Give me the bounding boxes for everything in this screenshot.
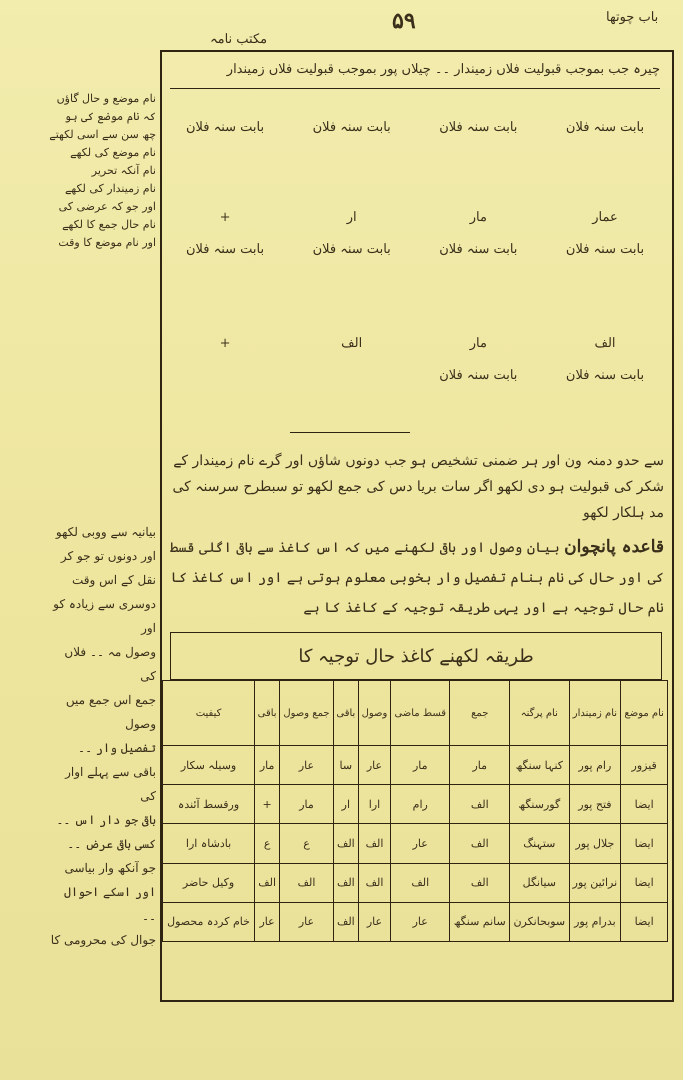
ledger-cell: بابت سنہ فلان [185,242,265,257]
margin-note-line: نام حال جمع کا لکھے [62,218,156,231]
ledger-cell: ار [346,210,357,225]
table-cell: مار [255,746,280,785]
column-header: نام زمیندار [569,681,621,746]
table-cell: عار [280,902,334,941]
ledger-row [170,242,660,257]
column-header: جمع وصول [280,681,334,746]
margin-note-line: باقی جو دار اس ۔۔ [56,813,156,827]
margin-notes [48,90,156,252]
ledger-cell: مار [469,336,487,351]
ledger-row [170,120,660,135]
margin-note-line: دوسری سے زیادہ کو اور [53,597,156,635]
ledger-cell: بابت سنہ فلان [312,242,391,257]
table-cell: الف [333,824,358,863]
header-left: مکتب نامہ [210,32,268,47]
table-row [163,785,668,824]
table-cell: ورقسط آئندہ [163,785,255,824]
table-cell: گورسنگھ [510,785,569,824]
table-cell: ار [333,785,358,824]
ledger-cell: مار [469,210,487,225]
table-cell: وکیل حاضر [163,863,255,902]
ledger-cell: بابت سنہ فلان [439,242,518,257]
table-row [163,824,668,863]
margin-note-line: اور جو کہ عرضی کی [58,200,156,213]
column-header: جمع [450,681,510,746]
margin-note-line: وصول مہ ۔۔ فلاں کی [64,645,156,683]
margin-note-line: جو آنکھ وار بیاسی [64,861,156,875]
margin-note-line: نقل کے اس وقت [72,573,156,587]
margin-note-line: نام موضع و حال گاؤں [56,92,156,105]
table-cell: نرائین پور [569,863,621,902]
table-cell: مار [450,746,510,785]
ledger-cell: بابت سنہ فلان [565,120,645,135]
header-right: باب چوتھا [606,10,659,25]
table-cell: الف [450,863,510,902]
column-header: کیفیت [163,681,255,746]
ledger-row [170,336,660,351]
ledger-cell [297,368,407,383]
table-cell: عار [358,746,390,785]
rule-5-text: بیان وصول اور باقی لکھنے میں کہ اس کاغذ سے باقی اگلی قسط کی اور حال کی نام بنام تفصیل وار بخوبی معلوم ہوتی ہے اور اس کاغذ کا نام حال توجیہ ہے اور یہی طریقہ توجیہ کے کاغذ کا ہے [169,540,664,616]
table-cell: عار [391,902,450,941]
margin-note-line: چھ سن سے اسی لکھتے [49,128,156,141]
table-cell: + [255,785,280,824]
table-cell: رام پور [569,746,621,785]
ledger-cell: بابت سنہ فلان [565,242,645,257]
margin-note-line: کسی باقی عرض ۔۔ [67,837,156,851]
table-cell: الف [358,863,390,902]
margin-note-line: اور نام موضع کا وقت [58,236,156,249]
ledger-table [162,680,668,942]
table-cell: سانم سنگھ [450,902,510,941]
top-heading: چیرہ جب بموجب قبولیت فلاں زمیندار ۔۔ چیلاں پور بموجب قبولیت فلاں زمیندار [226,62,660,77]
table-row [163,902,668,941]
margin-notes [48,520,156,952]
table-cell: کنہا سنگھ [510,746,569,785]
ledger-cell: بابت سنہ فلان [312,120,391,135]
column-header: نام موضع [621,681,668,746]
column-header: وصول [358,681,390,746]
rule-5-title: قاعدہ پانچوان [564,537,664,557]
table-cell: ع [280,824,334,863]
table-cell: سیانگل [510,863,569,902]
table-cell: عار [391,824,450,863]
margin-note-line: نام آنکہ تحریر [91,164,156,177]
margin-note-line: نام موضع کی لکھے [70,146,156,159]
table-cell: سوبحانکرن [510,902,569,941]
table-cell: بادشاہ ارا [163,824,255,863]
margin-note-line: بیانیہ سے ووبی لکھو [55,525,156,539]
table-cell: فتح پور [569,785,621,824]
table-cell: الف [280,863,334,902]
column-header: باقی [333,681,358,746]
table-cell: الف [450,824,510,863]
margin-note-line: جمع اس جمع میں وصول [65,693,156,731]
table-cell: مار [280,785,334,824]
margin-note-line: اور اسکے احوال ۔۔ [63,885,156,923]
table-cell: عار [255,902,280,941]
table-cell: قیزور [621,746,668,785]
table-cell: ستہنگ [510,824,569,863]
table-row [163,863,668,902]
table-cell: مار [391,746,450,785]
ledger-cell: الف [341,336,363,351]
table-cell: ایضا [621,785,668,824]
ledger-cell: + [219,336,231,351]
table-cell: الف [333,902,358,941]
table-cell: سا [333,746,358,785]
table-cell: ایضا [621,902,668,941]
table-row [163,746,668,785]
column-header: باقی [255,681,280,746]
margin-note-line: باقی سے پہلے اوار کی [65,765,156,803]
divider [290,432,410,433]
column-header: نام پرگنہ [510,681,569,746]
ledger-cell: الف [594,336,616,351]
ledger-cell [170,368,280,383]
table-cell: خام کردہ محصول [163,902,255,941]
table-header-row [163,681,668,746]
divider [170,88,660,89]
margin-note-line: اور دونوں تو جو کر [60,549,156,563]
ledger-row [170,368,660,383]
table-cell: الف [358,824,390,863]
ledger-row [170,210,660,225]
margin-note-line: تفصیل وار ۔۔ [78,741,156,755]
ledger-cell: بابت سنہ فلان [185,120,265,135]
table-cell: ایضا [621,824,668,863]
table-cell: ارا [358,785,390,824]
table-cell: عار [280,746,334,785]
table-cell: ایضا [621,863,668,902]
table-cell: الف [255,863,280,902]
table-cell: رام [391,785,450,824]
table-cell: ع [255,824,280,863]
ledger-cell: بابت سنہ فلان [565,368,645,383]
table-cell: الف [450,785,510,824]
ledger-cell: + [219,210,231,225]
ledger-cell: بابت سنہ فلان [439,368,518,383]
ledger-cell: بابت سنہ فلان [439,120,518,135]
table-title: طریقہ لکھنے کاغذ حال توجیہ کا [170,632,662,680]
page-number: ۵۹ [392,8,416,34]
margin-note-line: نام زمیندار کی لکھے [64,182,156,195]
table-cell: عار [358,902,390,941]
table-cell: وسیلہ سکار [163,746,255,785]
margin-note-line: جوال کی محرومی کا [50,933,156,947]
ledger-cell: عمار [592,210,618,225]
column-header: قسط ماضی [391,681,450,746]
table-cell: الف [333,863,358,902]
table-cell: جلال پور [569,824,621,863]
table-cell: الف [391,863,450,902]
paragraph: سے حدو دمنہ ون اور ہر ضمنی تشخیص ہو جب دونوں شاؤں اور گرے نام زمیندار کے شکر کی قبولیت ہو دی لکھو اگر سات بریا دس کی جمع لکھو تو سبطرح سرسنہ کی مد ہلکار لکھو [172,453,664,521]
margin-note-line: کہ نام موضع کی ہو [64,110,156,123]
table-cell: بدرام پور [569,902,621,941]
rule-5 [168,532,664,623]
